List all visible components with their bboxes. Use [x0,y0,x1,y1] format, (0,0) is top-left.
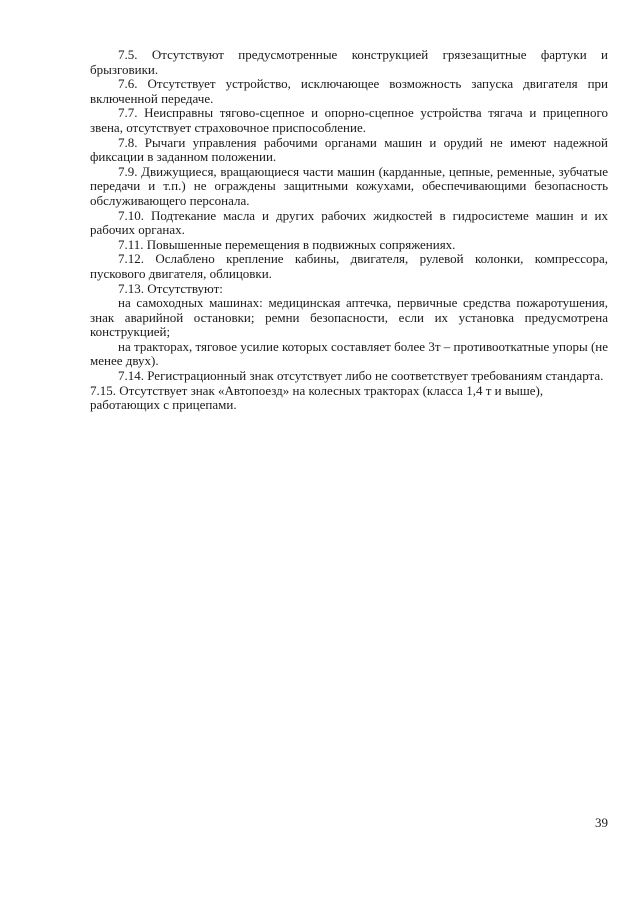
paragraph-7-5: 7.5. Отсутствуют предусмотренные конструкцией грязезащитные фартуки и брызговики. [90,47,608,77]
paragraph-7-13-self-propelled: на самоходных машинах: медицинская аптечка, первичные средства пожаротушения, знак аварийной остановки; ремни безопасности, если их установка предусмотрена конструкцией; [90,295,608,340]
paragraph-7-13-tractors: на тракторах, тяговое усилие которых составляет более 3т – противооткатные упоры (не менее двух). [90,338,608,369]
paragraph-7-10: 7.10. Подтекание масла и других рабочих жидкостей в гидросистеме машин и их рабочих органах. [90,207,608,238]
document-body [90,48,608,413]
page-number: 39 [595,815,608,830]
paragraph-7-14: 7.14. Регистрационный знак отсутствует либо не соответствует требованиям стандарта. [118,368,604,384]
paragraph-7-6: 7.6. Отсутствует устройство, исключающее возможность запуска двигателя при включенной передаче. [90,76,608,106]
paragraph-7-12: 7.12. Ослаблено крепление кабины, двигателя, рулевой колонки, компрессора, пускового двигателя, облицовки. [90,251,608,281]
paragraph-7-15: 7.15. Отсутствует знак «Автопоезд» на колесных тракторах (класса 1,4 т и выше), работающих с прицепами. [90,382,544,413]
paragraph-7-7: 7.7. Неисправны тягово-сцепное и опорно-сцепное устройства тягача и прицепного звена, отсутствует страховочное приспособление. [90,105,608,135]
paragraph-7-9: 7.9. Движущиеся, вращающиеся части машин (карданные, цепные, ременные, зубчатые передачи и т.п.) не ограждены защитными кожухами, обеспечивающими безопасность обслуживающего персонала. [90,163,608,208]
paragraph-7-8: 7.8. Рычаги управления рабочими органами машин и орудий не имеют надежной фиксации в заданном положении. [90,134,608,165]
paragraph-7-13: 7.13. Отсутствуют: [118,280,223,296]
paragraph-7-11: 7.11. Повышенные перемещения в подвижных сопряжениях. [118,236,456,252]
